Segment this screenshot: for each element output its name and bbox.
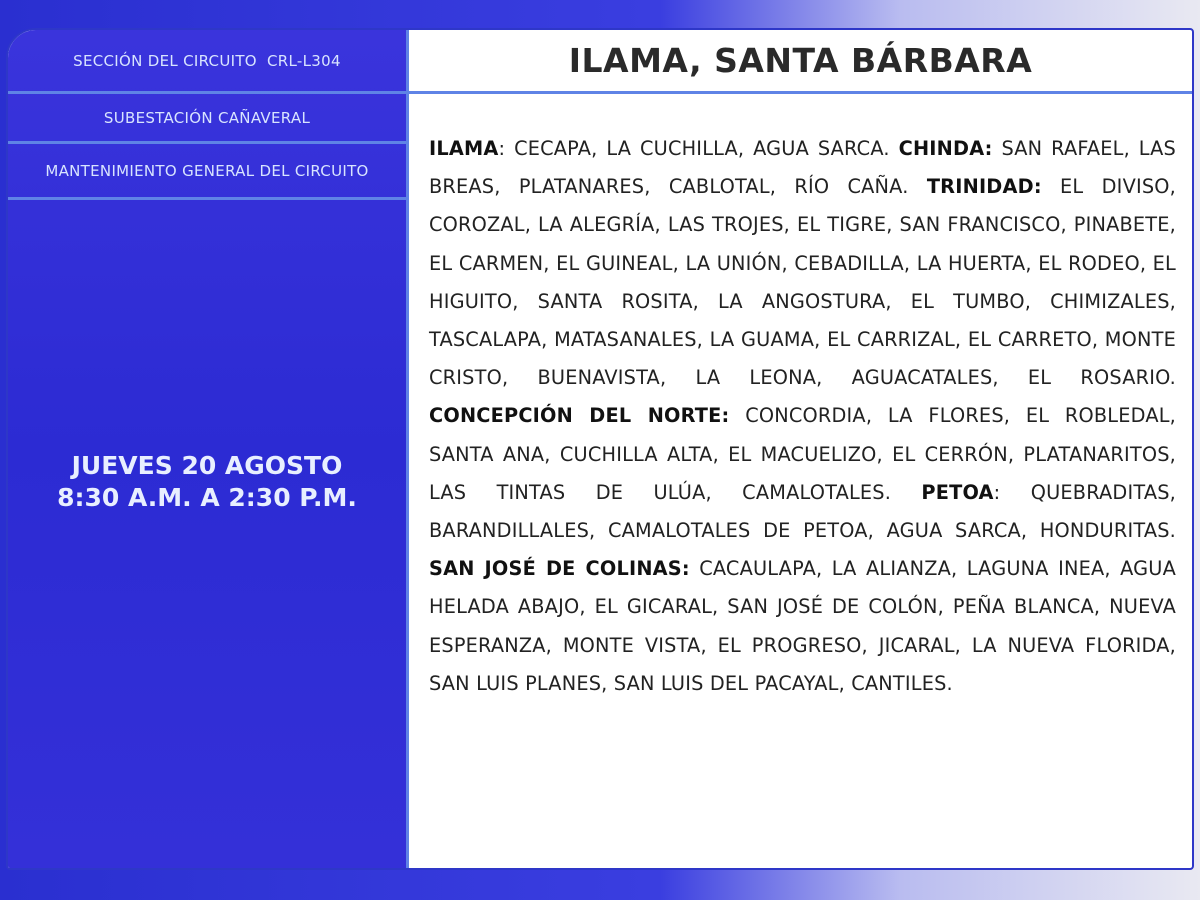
substation-label: SUBESTACIÓN CAÑAVERAL [103,108,311,127]
circuit-section-label: SECCIÓN DEL CIRCUITO CRL-L304 [73,51,341,70]
area-list: CECAPA, LA CUCHILLA, AGUA SARCA. [514,137,899,160]
substation [8,94,406,144]
schedule [8,450,406,514]
place-name: SAN JOSÉ DE COLINAS: [429,557,690,581]
area-list: CONCORDIA, LA FLORES, EL ROBLEDAL, SANTA ANA, CUCHILLA ALTA, EL MACUELIZO, EL CERRÓN, PLATANARITOS, LAS TINTAS DE ULÚA, CAMALOTALES. [429,404,1176,504]
place-name: ILAMA [429,137,499,160]
area-list: EL DIVISO, COROZAL, LA ALEGRÍA, LAS TROJES, EL TIGRE, SAN FRANCISCO, PINABETE, EL CARMEN, EL GUINEAL, LA UNIÓN, CEBADILLA, LA HUERTA, EL RODEO, EL HIGUITO, SANTA ROSITA, LA ANGOSTURA, EL TUMBO, CHIMIZALES, TASCALAPA, MATASANALES, LA GUAMA, EL CARRIZAL, EL CARRETO, MONTE CRISTO, BUENAVISTA, LA LEONA, AGUACATALES, EL ROSARIO. [429,175,1176,390]
schedule-date: JUEVES 20 AGOSTO [71,451,343,480]
maintenance-label: MANTENIMIENTO GENERAL DEL CIRCUITO [45,161,369,180]
separator: : [498,137,515,160]
separator [1042,175,1060,198]
title-bar [409,30,1192,94]
page-title: ILAMA, SANTA BÁRBARA [568,41,1033,80]
area-list: SAN RAFAEL, LAS BREAS, PLATANARES, CABLOTAL, RÍO CAÑA. [429,137,1176,199]
separator: : [993,480,1031,504]
affected-areas-text [409,94,1192,703]
separator [729,404,745,427]
content-panel [406,30,1192,868]
place-name: PETOA [921,480,994,504]
area-list: QUEBRADITAS, BARANDILLALES, CAMALOTALES DE PETOA, AGUA SARCA, HONDURITAS. [429,480,1176,543]
area-list: CACAULAPA, LA ALIANZA, LAGUNA INEA, AGUA HELADA ABAJO, EL GICARAL, SAN JOSÉ DE COLÓN, PEÑA BLANCA, NUEVA ESPERANZA, MONTE VISTA, EL PROGRESO, JICARAL, LA NUEVA FLORIDA, SAN LUIS PLANES, SAN LUIS DEL PACAYAL, CANTILES. [429,557,1176,695]
circuit-section [8,30,406,94]
notice-card [6,28,1194,870]
sidebar-panel [8,30,406,868]
maintenance-type [8,144,406,200]
place-name: CONCEPCIÓN DEL NORTE: [429,404,730,428]
schedule-time: 8:30 A.M. A 2:30 P.M. [57,483,357,512]
place-name: CHINDA: [898,137,993,160]
place-name: TRINIDAD: [926,175,1042,199]
separator [690,557,699,580]
